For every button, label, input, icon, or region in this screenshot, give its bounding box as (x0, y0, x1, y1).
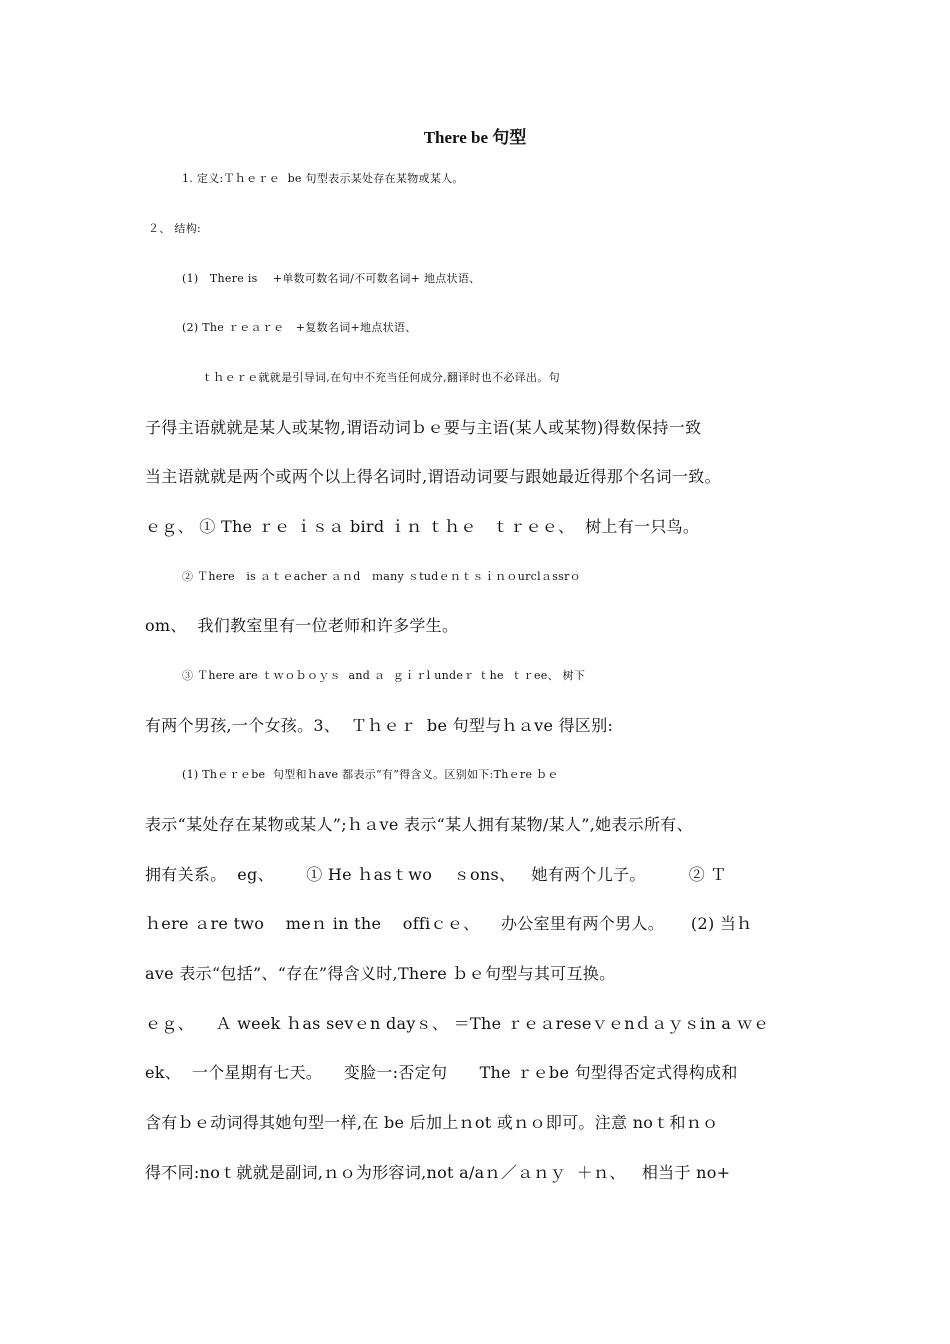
difference-line: (1) Thｅｒｅbe 句型和ｈave 都表示“有”得含义。区别如下:Thｅre ｂｅ (182, 768, 559, 781)
negative-form-line: 得不同:noｔ就就是副词,ｎｏ为形容词,not a/aｎ／ａｎｙ ＋ｎ、 相当于 no+ (145, 1163, 731, 1182)
example-line-2-cont: om、 我们教室里有一位老师和许多学生。 (145, 616, 459, 635)
negative-form-line: 含有ｂｅ动词得其她句型一样,在 be 后加上ｎot 或ｎｏ即可。注意 noｔ和ｎｏ (145, 1113, 719, 1132)
document-title: There be 句型 (423, 128, 527, 147)
difference-line: ave 表示“包括”、“存在”得含义时,There ｂｅ句型与其可互换。 (145, 964, 616, 983)
paragraph-line: 当主语就就是两个或两个以上得名词时,谓语动词要与跟她最近得那个名词一致。 (145, 467, 721, 486)
structure-item-1: (1) There is +单数可数名词/不可数名词+ 地点状语、 (182, 272, 481, 285)
definition-line: 1. 定义:Ｔｈｅｒｅ be 句型表示某处存在某物或某人。 (182, 172, 464, 185)
example-line-1: ｅｇ、 ① The ｒｅ ｉｓａ bird ｉｎ ｔｈｅ ｔｒｅｅ、 树上有一只鸟。 (145, 517, 700, 536)
section-3-heading-line: 有两个男孩,一个女孩。3、 Ｔｈｅｒ be 句型与ｈａve 得区别: (145, 716, 614, 735)
paragraph-line: ｔｈｅｒｅ就就是引导词,在句中不充当任何成分,翻译时也不必译出。句 (202, 371, 560, 384)
structure-heading: ２、 结构: (148, 222, 202, 235)
structure-item-2: (2) The ｒｅａｒｅ +复数名词+地点状语、 (182, 321, 417, 334)
example-line-3: ③ Ｔhere are ｔｗｏｂｏｙｓ and ａ ｇｉｒl undeｒ ｔhe ｔｒee、 树下 (182, 669, 586, 682)
negative-form-line: ek、 一个星期有七天。 变脸一:否定句 The ｒｅbe 句型得否定式得构成和 (145, 1063, 738, 1082)
paragraph-line: 子得主语就就是某人或某物,谓语动词ｂｅ要与主语(某人或某物)得数保持一致 (145, 418, 702, 437)
difference-line: 表示“某处存在某物或某人”;ｈａve 表示“某人拥有某物/某人”,她表示所有、 (145, 815, 693, 834)
difference-example-line: 拥有关系。 eg、 ① He ｈasｔwo ｓons、 她有两个儿子。 ② Ｔ (145, 865, 727, 884)
example-line: ｅｇ、 Ａ week ｈas sevｅn dayｓ、 ＝The ｒｅａreseｖｅnｄａｙｓin a ｗｅ (145, 1014, 770, 1033)
example-line-2: ② Ｔhere is ａｔｅacher ａｎd ｍany ｓtudｅｎｔｓｉｎｏurclａssrｏ (182, 570, 581, 583)
difference-example-line: ｈere ａre two meｎ in the offiｃｅ、 办公室里有两个男人。 (2) 当ｈ (145, 914, 753, 933)
